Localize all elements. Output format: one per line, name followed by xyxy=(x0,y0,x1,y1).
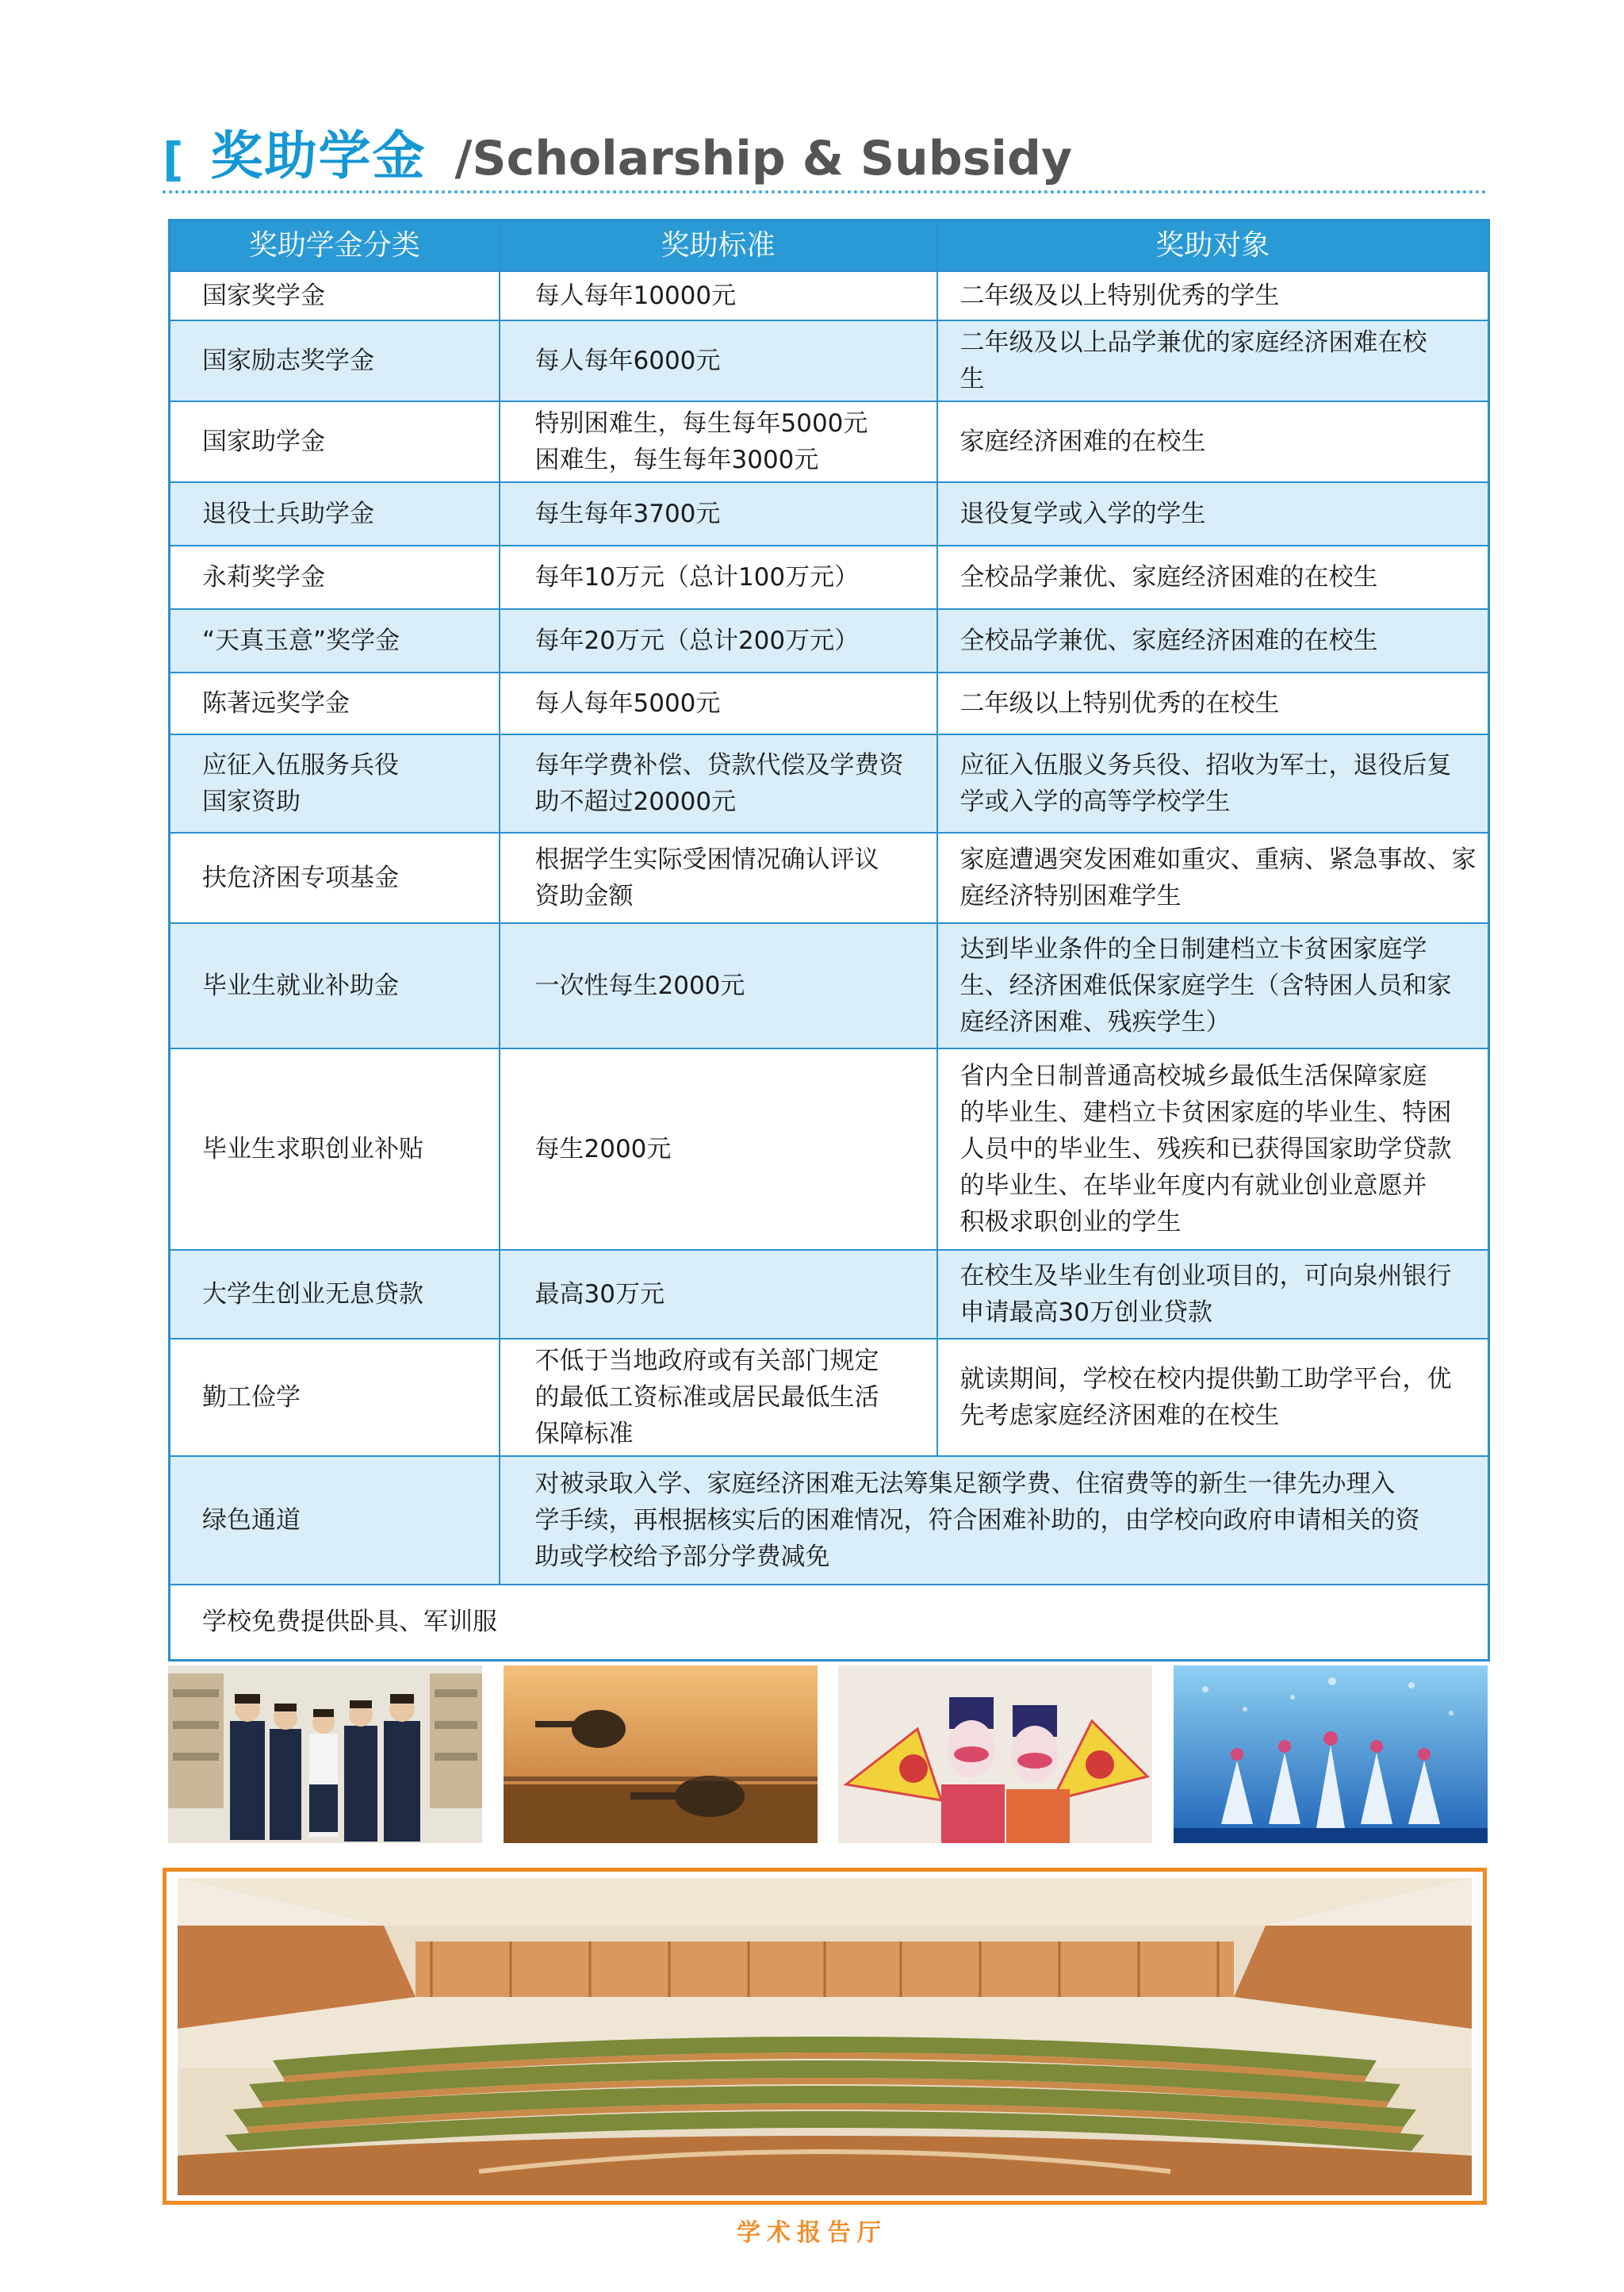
cell-line: 毕业生求职创业补贴 xyxy=(202,1134,423,1163)
cell-line: 每年10万元（总计100万元） xyxy=(534,562,860,592)
cell-target xyxy=(937,833,1489,923)
cell-line: 二年级以上特别优秀的在校生 xyxy=(959,688,1280,718)
cell-target xyxy=(937,1250,1489,1339)
cell-standard xyxy=(500,1048,937,1250)
cell-line: 一次性每生2000元 xyxy=(534,971,745,1000)
header-target: 奖助对象 xyxy=(937,220,1489,271)
cell-line: 每人每年10000元 xyxy=(534,281,737,310)
cell-category xyxy=(170,833,500,923)
footer-note: 学校免费提供卧具、军训服 xyxy=(170,1585,1489,1661)
cell-line: 陈著远奖学金 xyxy=(202,688,350,718)
header-bracket: [ xyxy=(163,132,184,186)
cell-line: 国家助学金 xyxy=(202,427,325,456)
table-row xyxy=(170,1339,1489,1456)
cell-standard xyxy=(500,546,937,609)
cell-category xyxy=(170,923,500,1048)
cell-standard xyxy=(500,833,937,923)
cell-line: 应征入伍服务兵役 xyxy=(202,750,399,780)
students-in-library-photo xyxy=(168,1665,482,1843)
cell-line: 生 xyxy=(959,364,985,393)
hall-caption: 学术报告厅 xyxy=(737,2219,887,2247)
cell-standard xyxy=(500,673,937,734)
cell-target xyxy=(937,673,1489,734)
cell-line: 全校品学兼优、家庭经济困难的在校生 xyxy=(959,626,1378,655)
cell-line: 扶危济困专项基金 xyxy=(202,863,399,892)
cell-category xyxy=(170,401,500,482)
cell-line: 人员中的毕业生、残疾和已获得国家助学贷款 xyxy=(959,1134,1452,1163)
cell-standard xyxy=(500,320,937,401)
cell-category xyxy=(170,1250,500,1339)
cell-line: 在校生及毕业生有创业项目的，可向泉州银行 xyxy=(959,1261,1452,1290)
cell-target xyxy=(937,401,1489,482)
table-row xyxy=(170,833,1489,923)
table-row xyxy=(170,923,1489,1048)
cell-line: 最高30万元 xyxy=(534,1279,665,1309)
cell-line: 退役士兵助学金 xyxy=(202,499,374,528)
table-row xyxy=(170,673,1489,734)
cell-line: 全校品学兼优、家庭经济困难的在校生 xyxy=(959,562,1378,592)
cell-line: 二年级及以上品学兼优的家庭经济困难在校 xyxy=(959,328,1427,357)
cell-line: 应征入伍服义务兵役、招收为军士，退役后复 xyxy=(959,750,1452,780)
cell-line: 每人每年5000元 xyxy=(534,688,721,718)
cell-line: 勤工俭学 xyxy=(202,1382,301,1412)
cell-line: 庭经济特别困难学生 xyxy=(959,881,1182,910)
cell-line: 就读期间，学校在校内提供勤工助学平台，优 xyxy=(959,1364,1452,1393)
scholarship-table xyxy=(168,219,1490,1662)
cell-line: 每生2000元 xyxy=(534,1134,672,1163)
cell-line: 根据学生实际受困情况确认评议 xyxy=(534,845,879,874)
cell-category xyxy=(170,271,500,320)
cell-standard xyxy=(500,271,937,320)
table-header-row xyxy=(170,220,1489,271)
cell-line: 家庭经济困难的在校生 xyxy=(959,427,1206,456)
cell-line: 对被录取入学、家庭经济困难无法筹集足额学费、住宿费等的新生一律先办理入 xyxy=(534,1469,1396,1498)
cell-target xyxy=(937,923,1489,1048)
table-row xyxy=(170,546,1489,609)
lecture-hall-frame xyxy=(163,1868,1487,2205)
cell-standard xyxy=(500,482,937,546)
cell-standard xyxy=(500,923,937,1048)
section-header xyxy=(163,119,1073,186)
cell-line: 每年20万元（总计200万元） xyxy=(534,626,860,655)
cell-line: 学手续，再根据核实后的困难情况，符合困难补助的，由学校向政府申请相关的资 xyxy=(534,1505,1420,1535)
cell-target xyxy=(937,482,1489,546)
cell-line: 国家奖学金 xyxy=(202,281,325,310)
cell-line: 积极求职创业的学生 xyxy=(959,1207,1182,1236)
cell-line: 资助金额 xyxy=(534,881,634,910)
cell-line: 大学生创业无息贷款 xyxy=(202,1279,423,1309)
cell-line: 困难生，每生每年3000元 xyxy=(534,445,819,474)
cell-category xyxy=(170,673,500,734)
stage-dance-photo xyxy=(1174,1665,1488,1843)
cell-target xyxy=(937,271,1489,320)
cell-category xyxy=(170,546,500,609)
cell-line: 国家资助 xyxy=(202,787,301,816)
cell-category xyxy=(170,734,500,833)
cell-standard xyxy=(500,401,937,482)
military-training-photo xyxy=(504,1665,818,1843)
cell-category xyxy=(170,1048,500,1250)
header-title-en: /Scholarship & Subsidy xyxy=(454,131,1073,186)
cell-standard xyxy=(500,1339,937,1456)
cell-line: 不低于当地政府或有关部门规定 xyxy=(534,1346,879,1375)
cell-line: 的毕业生、在毕业年度内有就业创业意愿并 xyxy=(959,1171,1427,1200)
cell-line: 学或入学的高等学校学生 xyxy=(959,787,1231,816)
cell-line: 生、经济困难低保家庭学生（含特困人员和家 xyxy=(959,971,1452,1000)
cell-standard xyxy=(500,609,937,673)
cell-line: 省内全日制普通高校城乡最低生活保障家庭 xyxy=(959,1061,1427,1090)
cell-line: 永莉奖学金 xyxy=(202,562,325,592)
photo-strip xyxy=(168,1665,1488,1843)
cell-line: 特别困难生，每生每年5000元 xyxy=(534,408,868,438)
cell-line: 每生每年3700元 xyxy=(534,499,721,528)
lecture-hall-panorama xyxy=(178,1878,1472,2195)
table-row xyxy=(170,482,1489,546)
header-category: 奖助学金分类 xyxy=(170,220,500,271)
cell-standard xyxy=(500,1250,937,1339)
cell-line: 二年级及以上特别优秀的学生 xyxy=(959,281,1280,310)
table-row xyxy=(170,271,1489,320)
header-divider xyxy=(163,190,1487,194)
cell-line: 家庭遭遇突发困难如重灾、重病、紧急事故、家 xyxy=(959,845,1477,874)
cell-line: 国家励志奖学金 xyxy=(202,346,374,375)
cell-category xyxy=(170,1339,500,1456)
cell-line: 助不超过20000元 xyxy=(534,787,737,816)
footer-note-row xyxy=(170,1585,1489,1661)
cell-line: 每人每年6000元 xyxy=(534,346,721,375)
cell-line: 退役复学或入学的学生 xyxy=(959,499,1206,528)
table-row xyxy=(170,1250,1489,1339)
table-row xyxy=(170,609,1489,673)
cell-line: 毕业生就业补助金 xyxy=(202,971,399,1000)
cell-target xyxy=(937,1339,1489,1456)
cell-category xyxy=(170,482,500,546)
header-title-cn: 奖助学金 xyxy=(210,125,427,186)
table-row xyxy=(170,1048,1489,1250)
table-row xyxy=(170,320,1489,401)
table-row xyxy=(170,734,1489,833)
cell-category xyxy=(170,320,500,401)
cell-line: 达到毕业条件的全日制建档立卡贫困家庭学 xyxy=(959,934,1427,964)
cell-line: 申请最高30万创业贷款 xyxy=(959,1297,1212,1327)
cell-target xyxy=(937,609,1489,673)
cell-line: 的毕业生、建档立卡贫困家庭的毕业生、特困 xyxy=(959,1098,1452,1127)
table-row xyxy=(170,401,1489,482)
cell-line: 保障标准 xyxy=(534,1419,634,1448)
header-standard: 奖助标准 xyxy=(500,220,937,271)
opera-performance-photo xyxy=(838,1665,1152,1843)
cell-line: 每年学费补偿、贷款代偿及学费资 xyxy=(534,750,904,780)
cell-standard xyxy=(500,734,937,833)
cell-line: 先考虑家庭经济困难的在校生 xyxy=(959,1401,1280,1430)
cell-line: 庭经济困难、残疾学生） xyxy=(959,1007,1231,1037)
cell-line: 的最低工资标准或居民最低生活 xyxy=(534,1382,879,1412)
cell-green-channel-text xyxy=(500,1456,1489,1585)
cell-category: 绿色通道 xyxy=(170,1456,500,1585)
cell-target xyxy=(937,320,1489,401)
cell-line: 助或学校给予部分学费减免 xyxy=(534,1542,830,1571)
cell-target xyxy=(937,734,1489,833)
cell-target xyxy=(937,1048,1489,1250)
cell-category xyxy=(170,609,500,673)
green-channel-row xyxy=(170,1456,1489,1585)
cell-target xyxy=(937,546,1489,609)
cell-line: “天真玉意”奖学金 xyxy=(202,626,400,655)
